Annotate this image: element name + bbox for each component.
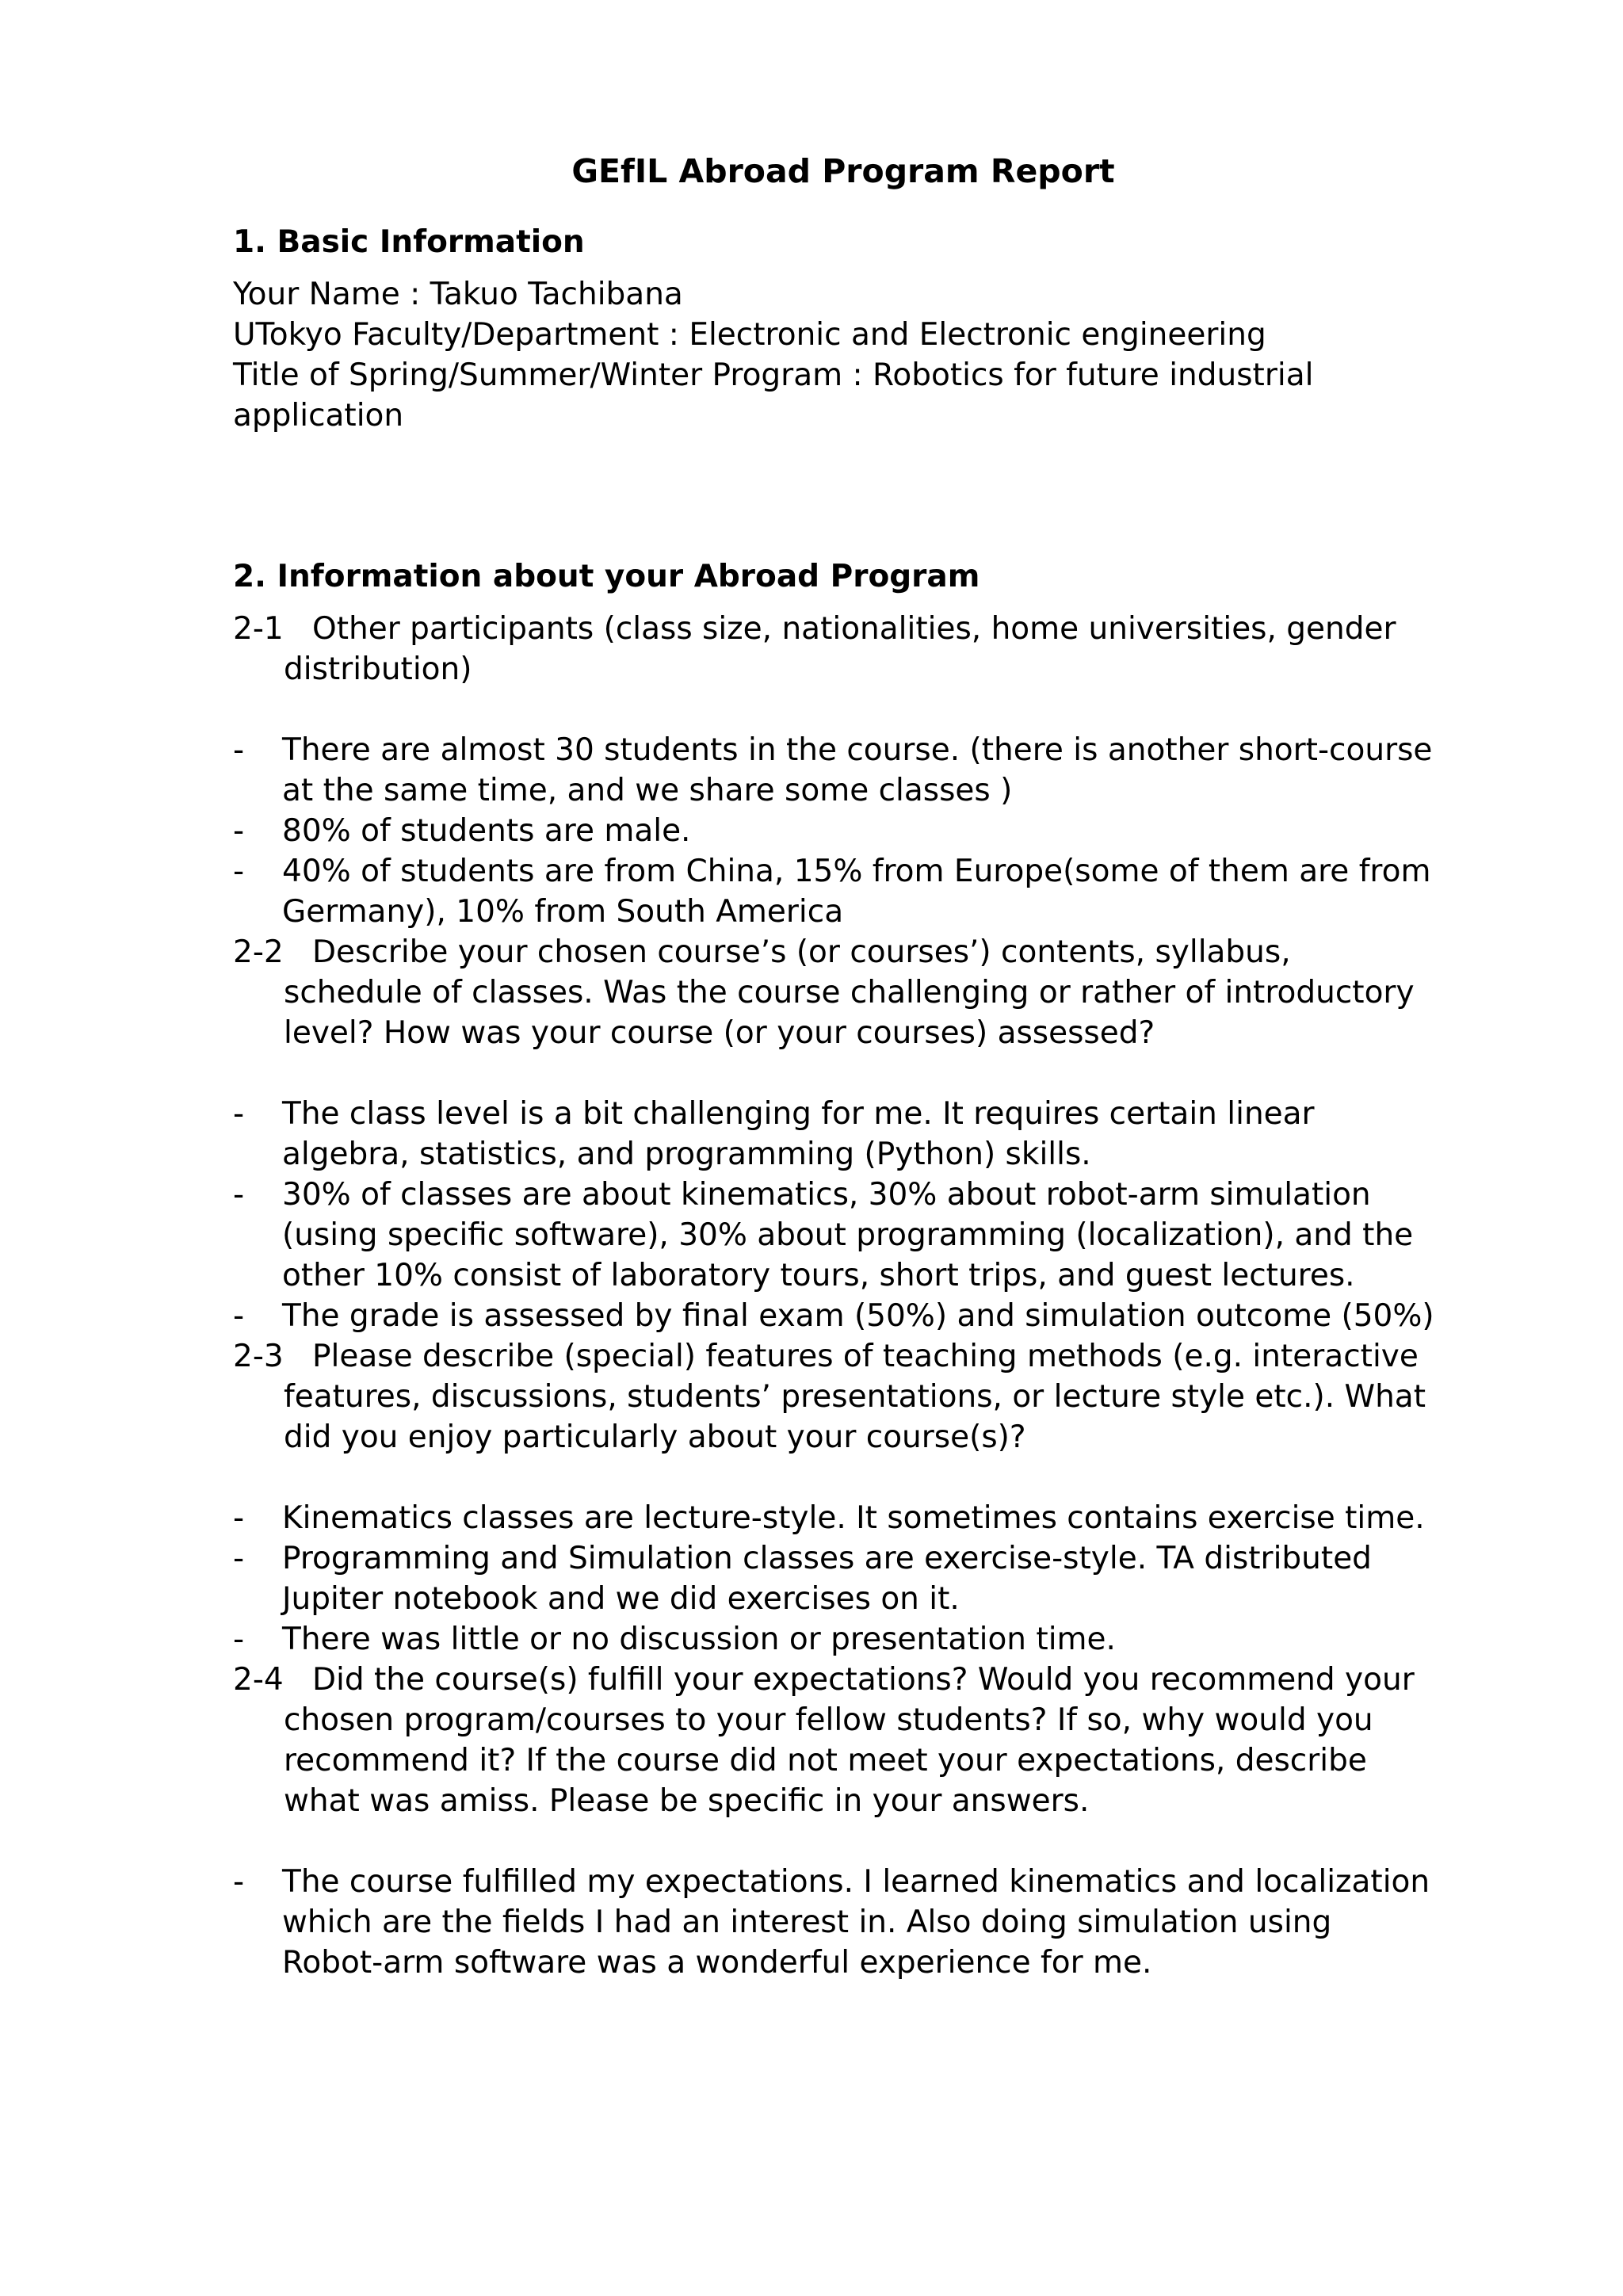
- bullet-dash: -: [233, 1622, 245, 1657]
- section-heading-program-information: 2. Information about your Abroad Program: [233, 559, 980, 594]
- list-item: [233, 1296, 1438, 1336]
- basic-information-block: [233, 274, 1438, 436]
- bullet-dash: -: [233, 854, 245, 889]
- section-heading-basic-information: 1. Basic Information: [233, 224, 585, 260]
- list-item: [233, 1498, 1438, 1538]
- document-body: [233, 149, 1438, 1983]
- bullet-dash: -: [233, 1298, 245, 1334]
- answer-text: Programming and Simulation classes are exercise-style. TA distributed Jupiter notebook and we did exercises on it.: [282, 1541, 1372, 1617]
- question-number: 2-4: [233, 1662, 284, 1698]
- answer-list-2-4: [233, 1862, 1438, 1983]
- answer-list-2-2: [233, 1094, 1438, 1336]
- question-2-4: [233, 1660, 1438, 1821]
- bullet-dash: -: [233, 1500, 245, 1536]
- bullet-dash: -: [233, 732, 245, 768]
- question-text: Other participants (class size, nationalities, home universities, gender distribution): [284, 611, 1396, 687]
- answer-text: 30% of classes are about kinematics, 30% about robot-arm simulation (using specific software), 30% about programming (localization), and the other 10% consist of laboratory tours, short trips, and guest lectures.: [282, 1177, 1414, 1293]
- bullet-dash: -: [233, 1541, 245, 1576]
- question-text: Did the course(s) fulfill your expectations? Would you recommend your chosen program/courses to your fellow students? If so, why would you recommend it? If the course did not meet your expectations, describe what was amiss. Please be specific in your answers.: [284, 1662, 1415, 1819]
- list-item: [233, 811, 1438, 851]
- answer-text: There was little or no discussion or presentation time.: [282, 1622, 1116, 1657]
- answer-text: Kinematics classes are lecture-style. It sometimes contains exercise time.: [282, 1500, 1425, 1536]
- list-item: [233, 851, 1438, 932]
- answer-text: The course fulfilled my expectations. I learned kinematics and localization which are the fields I had an interest in. Also doing simulation using Robot-arm software was a wonderful experience for me.: [282, 1864, 1430, 1981]
- answer-text: 80% of students are male.: [282, 813, 691, 849]
- list-item: [233, 1175, 1438, 1296]
- list-item: [233, 1094, 1438, 1175]
- list-item: [233, 730, 1438, 811]
- question-number: 2-1: [233, 611, 284, 647]
- answer-text: The grade is assessed by final exam (50%) and simulation outcome (50%): [282, 1298, 1434, 1334]
- question-number: 2-2: [233, 934, 284, 970]
- bullet-dash: -: [233, 1177, 245, 1213]
- list-item: [233, 1619, 1438, 1660]
- question-text: Please describe (special) features of teaching methods (e.g. interactive features, discussions, students’ presentations, or lecture style etc.). What did you enjoy particularly about your course(s)?: [284, 1339, 1426, 1455]
- bullet-dash: -: [233, 1864, 245, 1900]
- question-number: 2-3: [233, 1339, 284, 1374]
- list-item: [233, 1538, 1438, 1619]
- bullet-dash: -: [233, 1096, 245, 1132]
- list-item: [233, 1862, 1438, 1983]
- your-name-line: Your Name : Takuo Tachibana: [233, 277, 683, 312]
- answer-list-2-3: [233, 1498, 1438, 1660]
- answer-text: The class level is a bit challenging for me. It requires certain linear algebra, statistics, and programming (Python) skills.: [282, 1096, 1315, 1172]
- faculty-department-line: UTokyo Faculty/Department : Electronic and Electronic engineering: [233, 317, 1266, 353]
- program-title-line: Title of Spring/Summer/Winter Program : Robotics for future industrial application: [233, 357, 1314, 434]
- answer-text: There are almost 30 students in the course. (there is another short-course at the same time, and we share some classes ): [282, 732, 1433, 808]
- question-text: Describe your chosen course’s (or courses’) contents, syllabus, schedule of classes. Was the course challenging or rather of introductory level? How was your course (or your courses) assessed?: [284, 934, 1415, 1051]
- answer-text: 40% of students are from China, 15% from Europe(some of them are from Germany), 10% from South America: [282, 854, 1431, 930]
- document-title: GEfIL Abroad Program Report: [571, 152, 1115, 190]
- question-2-3: [233, 1336, 1438, 1457]
- question-2-2: [233, 932, 1438, 1053]
- bullet-dash: -: [233, 813, 245, 849]
- answer-list-2-1: [233, 730, 1438, 932]
- question-2-1: [233, 609, 1438, 690]
